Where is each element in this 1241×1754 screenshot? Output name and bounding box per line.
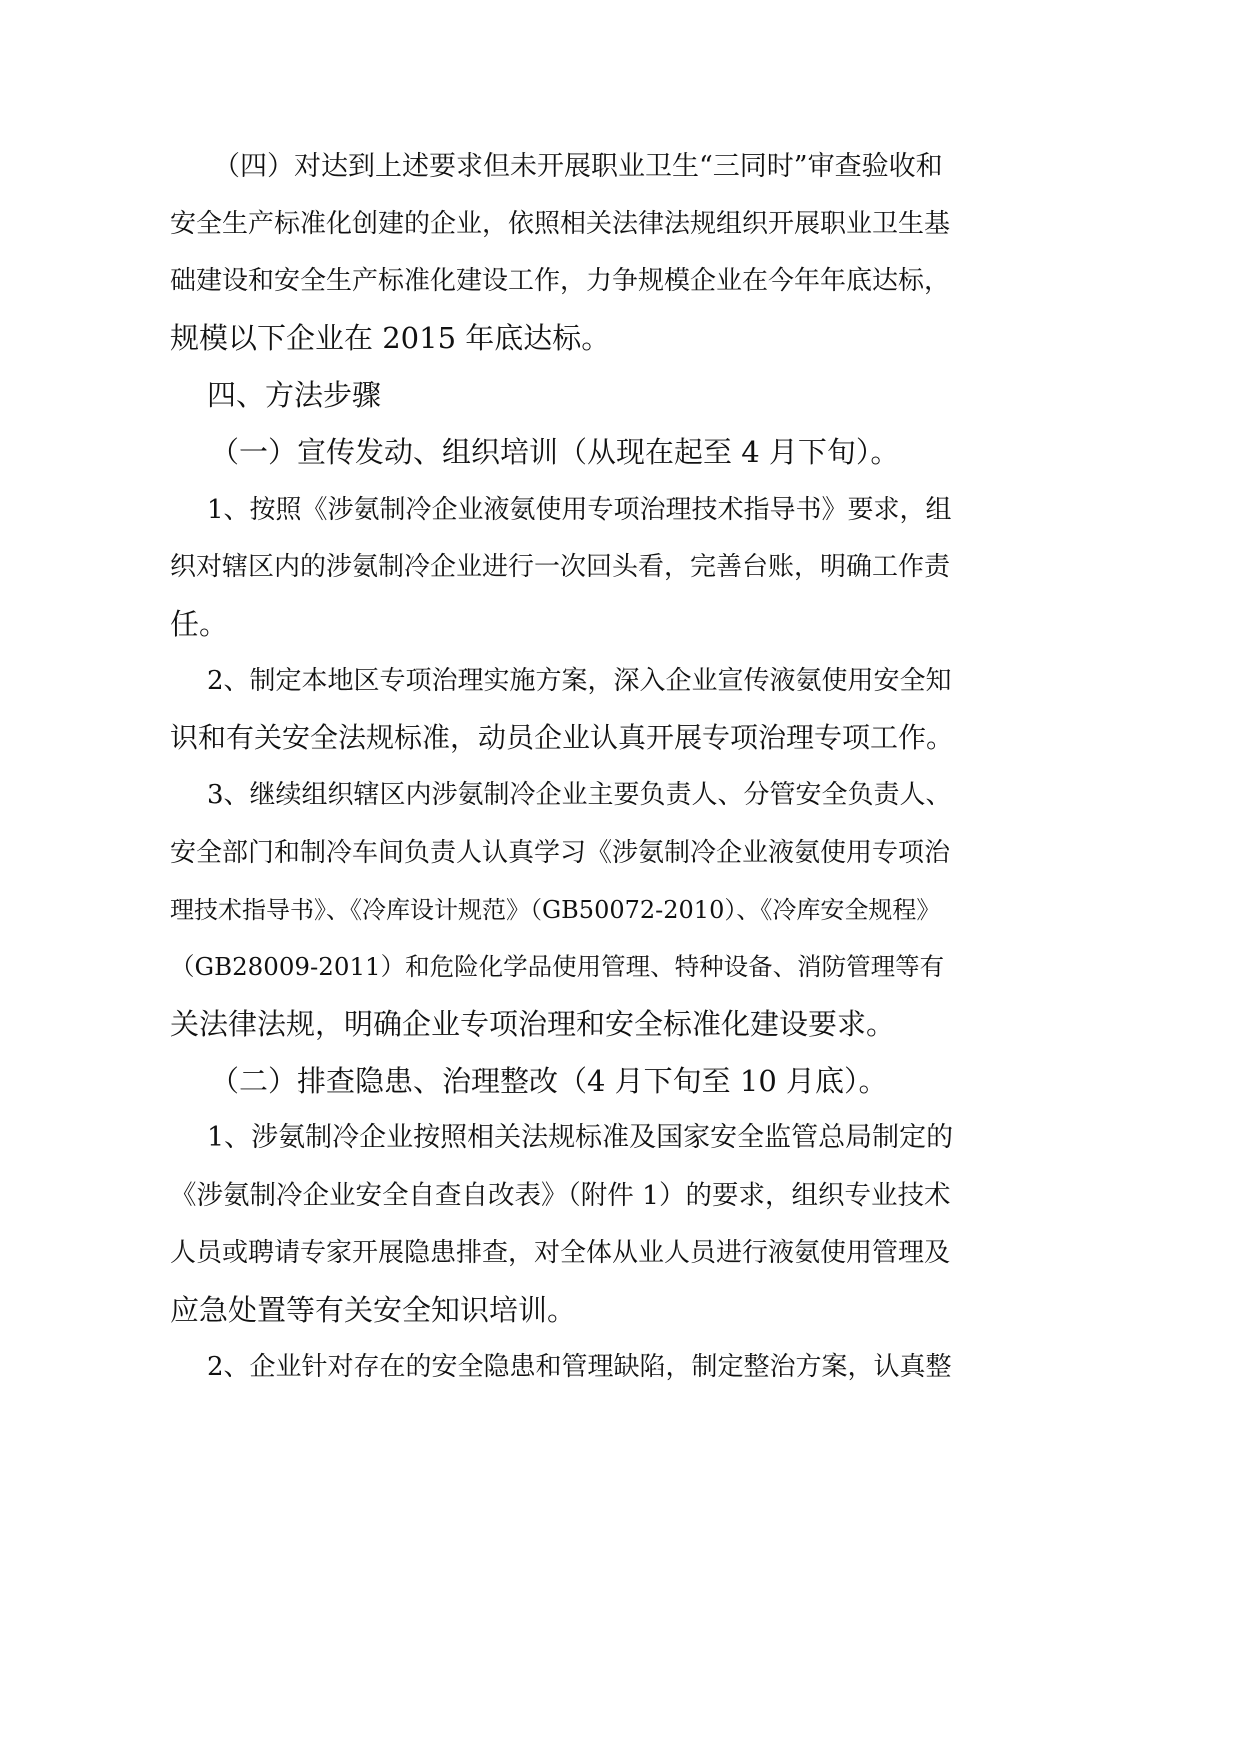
paragraph-line: 1、涉氨制冷企业按照相关法规标准及国家安全监管总局制定的 bbox=[207, 1122, 954, 1153]
paragraph-line: 3、继续组织辖区内涉氨制冷企业主要负责人、分管安全负责人、 bbox=[207, 780, 952, 810]
paragraph-line: （GB28009-2011）和危险化学品使用管理、特种设备、消防管理等有 bbox=[170, 952, 945, 981]
paragraph-line: 安全生产标准化创建的企业，依照相关法律法规组织开展职业卫生基 bbox=[170, 209, 951, 239]
paragraph-line: 织对辖区内的涉氨制冷企业进行一次回头看，完善台账，明确工作责 bbox=[170, 552, 951, 582]
paragraph-line: 规模以下企业在 2015 年底达标。 bbox=[170, 321, 611, 355]
subsection-heading: （一）宣传发动、组织培训（从现在起至 4 月下旬）。 bbox=[210, 435, 900, 469]
paragraph-line: 2、制定本地区专项治理实施方案，深入企业宣传液氨使用安全知 bbox=[207, 666, 952, 696]
paragraph-line: （四）对达到上述要求但未开展职业卫生“三同时”审查验收和 bbox=[213, 151, 943, 182]
paragraph-line: 关法律法规，明确企业专项治理和安全标准化建设要求。 bbox=[170, 1007, 896, 1041]
paragraph-line: 《涉氨制冷企业安全自查自改表》（附件 1）的要求，组织专业技术 bbox=[170, 1180, 951, 1211]
paragraph-line: 础建设和安全生产标准化建设工作，力争规模企业在今年年底达标， bbox=[170, 266, 951, 296]
paragraph-line: 任。 bbox=[170, 607, 229, 641]
paragraph-line: 2、企业针对存在的安全隐患和管理缺陷，制定整治方案，认真整 bbox=[207, 1352, 952, 1382]
paragraph-line: 1、按照《涉氨制冷企业液氨使用专项治理技术指导书》要求，组 bbox=[207, 495, 952, 525]
paragraph-line: 应急处置等有关安全知识培训。 bbox=[170, 1293, 577, 1327]
paragraph-line: 识和有关安全法规标准，动员企业认真开展专项治理专项工作。 bbox=[170, 721, 955, 754]
paragraph-line: 安全部门和制冷车间负责人认真学习《涉氨制冷企业液氨使用专项治 bbox=[170, 838, 951, 868]
section-heading: 四、方法步骤 bbox=[207, 378, 382, 412]
paragraph-line: 人员或聘请专家开展隐患排查，对全体从业人员进行液氨使用管理及 bbox=[170, 1238, 951, 1268]
subsection-heading: （二）排查隐患、治理整改（4 月下旬至 10 月底）。 bbox=[210, 1064, 888, 1098]
paragraph-line: 理技术指导书》、《冷库设计规范》（GB50072-2010）、《冷库安全规程》 bbox=[170, 896, 941, 924]
